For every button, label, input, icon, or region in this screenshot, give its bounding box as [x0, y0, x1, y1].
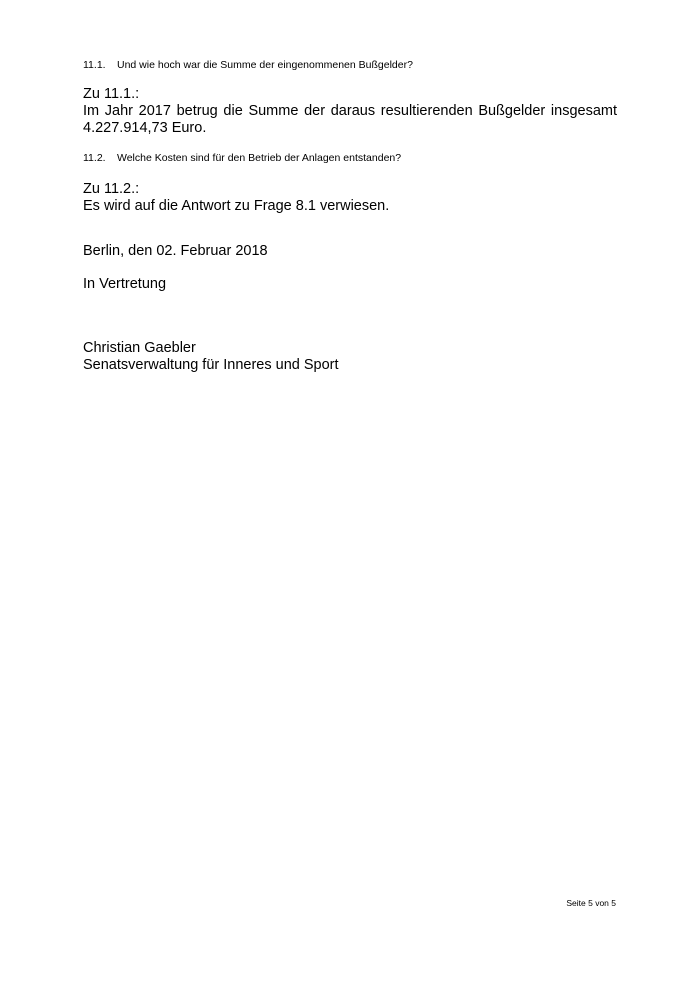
- answer-text: Es wird auf die Antwort zu Frage 8.1 verwiesen.: [83, 198, 390, 214]
- answer-text: Im Jahr 2017 betrug die Summe der daraus resultierenden Bußgelder insgesamt 4.227.914,73 Euro.: [83, 103, 617, 136]
- answer-11-2: [83, 181, 617, 215]
- question-text: Welche Kosten sind für den Betrieb der Anlagen entstanden?: [117, 152, 402, 164]
- question-11-1: [83, 58, 617, 72]
- signatory-name: Christian Gaebler: [83, 340, 196, 356]
- signature-block: [83, 340, 617, 374]
- place-date: Berlin, den 02. Februar 2018: [83, 243, 268, 259]
- answer-11-1: [83, 86, 617, 137]
- answer-heading: Zu 11.2.:: [83, 181, 140, 197]
- question-number: 11.2.: [83, 152, 106, 164]
- question-11-2: [83, 151, 617, 165]
- question-number: 11.1.: [83, 59, 106, 71]
- question-text: Und wie hoch war die Summe der eingenommenen Bußgelder?: [117, 59, 413, 71]
- page-number: Seite 5 von 5: [566, 898, 616, 908]
- signatory-office: Senatsverwaltung für Inneres und Sport: [83, 357, 339, 373]
- answer-heading: Zu 11.1.:: [83, 86, 140, 102]
- representation-note: In Vertretung: [83, 276, 167, 292]
